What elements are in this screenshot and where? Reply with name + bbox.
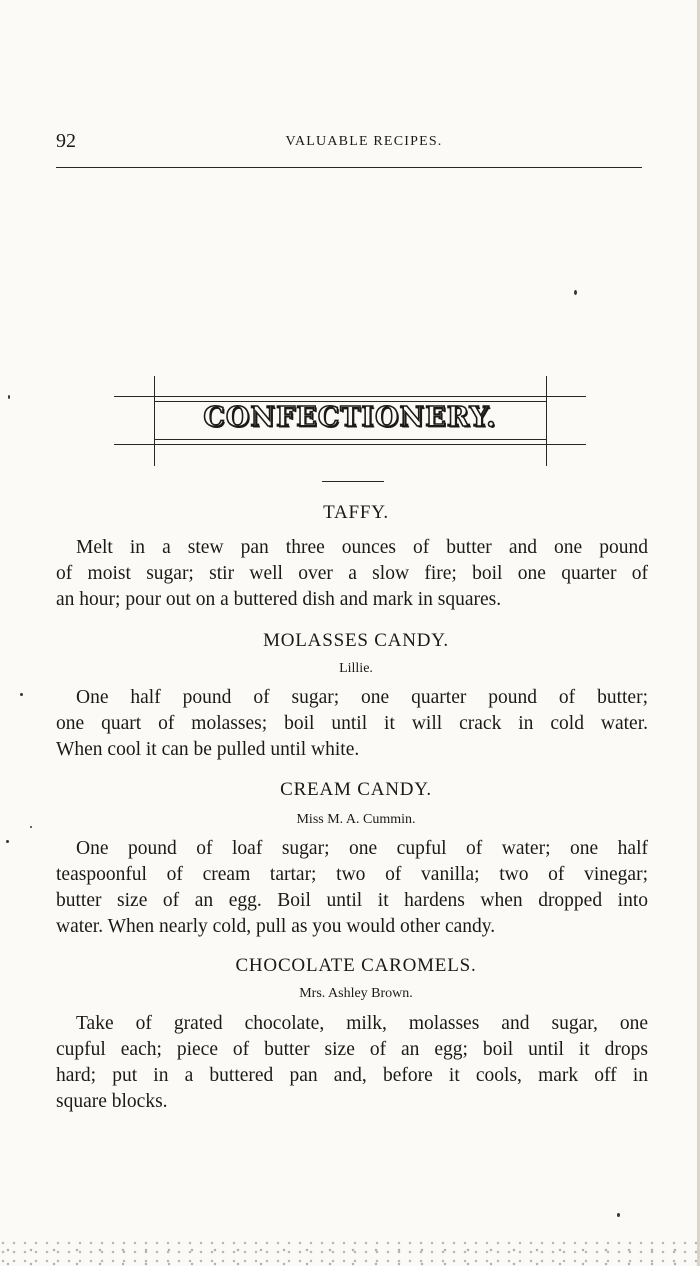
text-line: butter size of an egg. Boil until it hardens when dropped into <box>56 890 648 911</box>
scan-speck <box>30 826 32 828</box>
scan-speck <box>8 395 10 399</box>
text-line: One half pound of sugar; one quarter pound of butter; <box>76 687 648 708</box>
scan-noise <box>0 1238 700 1266</box>
frame-rule <box>546 376 547 466</box>
recipe-title: TAFFY. <box>323 502 389 523</box>
recipe-text <box>56 836 648 940</box>
frame-rule <box>114 396 154 397</box>
section-title: CONFECTIONERY. <box>203 402 497 433</box>
scan-speck <box>574 290 577 295</box>
recipe-text <box>56 1011 648 1115</box>
frame-rule <box>154 376 155 466</box>
recipe-contributor: Mrs. Ashley Brown. <box>299 986 413 1001</box>
header-rule <box>56 167 642 168</box>
page-header <box>56 130 642 160</box>
scan-speck <box>20 693 23 696</box>
recipe-title: MOLASSES CANDY. <box>263 630 449 651</box>
scan-speck <box>617 1213 620 1217</box>
frame-rule <box>154 396 546 397</box>
frame-rule <box>154 444 546 445</box>
running-title: VALUABLE RECIPES. <box>285 134 443 149</box>
text-line: hard; put in a buttered pan and, before it cools, mark off in <box>56 1065 648 1086</box>
text-line: Take of grated chocolate, milk, molasses and sugar, one <box>76 1013 648 1034</box>
text-line: One pound of loaf sugar; one cupful of water; one half <box>76 838 648 859</box>
frame-rule <box>154 439 546 440</box>
recipe-text <box>56 685 648 763</box>
text-line: square blocks. <box>56 1091 168 1112</box>
text-line: one quart of molasses; boil until it will crack in cold water. <box>56 713 648 734</box>
frame-rule <box>546 444 586 445</box>
text-line: teaspoonful of cream tartar; two of vanilla; two of vinegar; <box>56 864 648 885</box>
text-line: water. When nearly cold, pull as you would other candy. <box>56 916 496 937</box>
text-line: Melt in a stew pan three ounces of butter and one pound <box>76 537 648 558</box>
frame-rule <box>114 444 154 445</box>
text-line: When cool it can be pulled until white. <box>56 739 360 760</box>
text-line: cupful each; piece of butter size of an egg; boil until it drops <box>56 1039 648 1060</box>
scan-speck <box>6 840 9 843</box>
text-line: an hour; pour out on a buttered dish and mark in squares. <box>56 589 502 610</box>
recipe-contributor: Miss M. A. Cummin. <box>296 812 416 827</box>
recipe-text <box>56 535 648 613</box>
section-title-frame <box>114 376 586 466</box>
page-number: 92 <box>56 130 76 152</box>
recipe-contributor: Lillie. <box>339 661 373 676</box>
recipe-title: CREAM CANDY. <box>280 779 432 800</box>
recipe-title: CHOCOLATE CAROMELS. <box>235 955 477 976</box>
text-line: of moist sugar; stir well over a slow fire; boil one quarter of <box>56 563 648 584</box>
title-short-rule <box>322 481 384 482</box>
frame-rule <box>546 396 586 397</box>
